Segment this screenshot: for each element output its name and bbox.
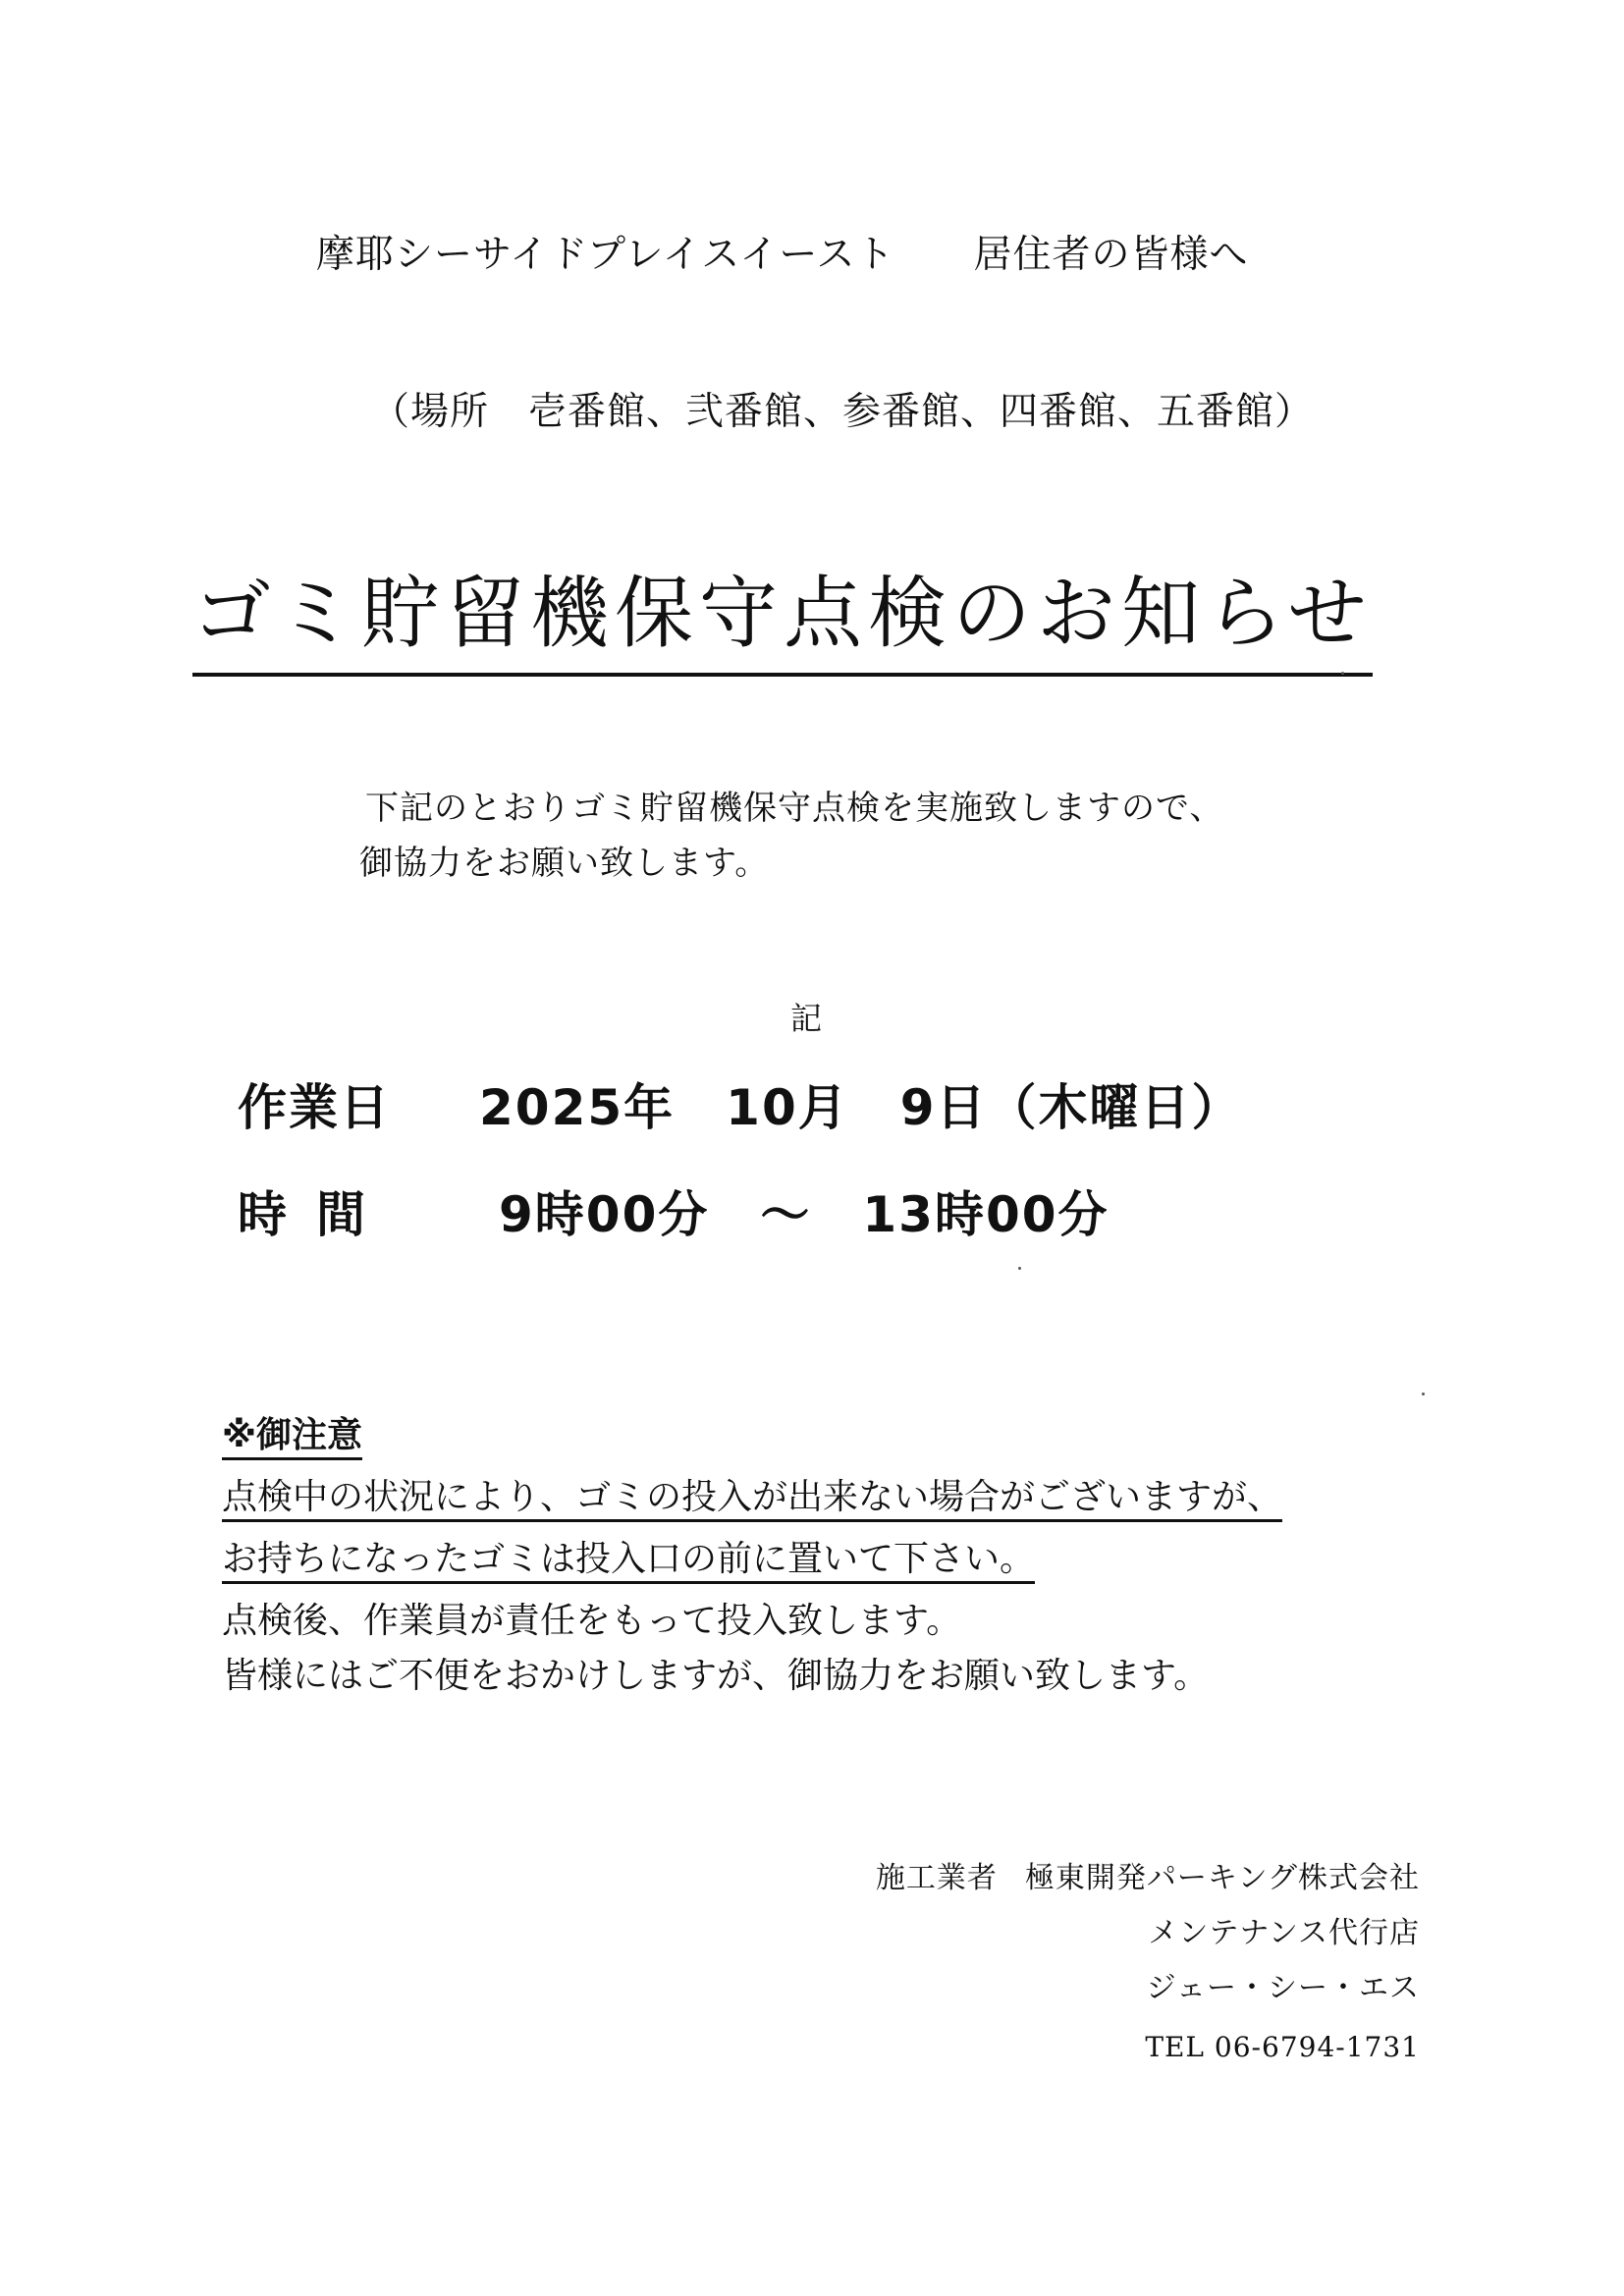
work-time-row [238,1175,1110,1246]
addressee: 居住者の皆様へ [973,233,1249,277]
work-time-label-2: 間 [316,1186,367,1243]
addressee-line [316,224,1249,279]
caution-line-4: 皆様にはご不便をおかけしますが、御協力をお願い致します。 [222,1656,1210,1696]
agency-name: ジェー・シー・エス [1146,1971,1420,2005]
contractor-label: 施工業者 [875,1861,998,1895]
caution-line-2: お持ちになったゴミは投入口の前に置いて下さい。 [222,1538,1035,1584]
caution-heading: ※御注意 [222,1414,362,1460]
caution-line-3: 点検後、作業員が責任をもって投入致します。 [222,1601,962,1641]
caution-line-1: 点検中の状況により、ゴミの投入が出来ない場合がございますが、 [222,1476,1282,1522]
phone-number: TEL 06-6794-1731 [1145,2031,1420,2063]
work-time-value: 9時00分 ～ 13時00分 [499,1186,1110,1243]
intro-line-2: 御協力をお願い致します。 [359,844,770,883]
ki-marker: 記 [790,1000,823,1037]
building-name: 摩耶シーサイドプレイスイースト [316,233,895,277]
intro-paragraph [359,781,1224,891]
work-date-label: 作業日 [238,1079,391,1136]
contractor-line [876,1851,1420,1906]
work-time-label [238,1175,499,1246]
scan-speck [1341,672,1344,675]
notice-title: ゴミ貯留機保守点検のお知らせ [192,550,1373,677]
location-line: （場所 壱番館、弐番館、参番館、四番館、五番館） [371,390,1315,434]
contractor-name: 極東開発パーキング株式会社 [1024,1861,1420,1895]
caution-section [222,1408,1282,1704]
work-date-row [238,1068,1243,1139]
work-time-label-1: 時 [238,1186,289,1243]
scan-speck [1422,1393,1425,1395]
intro-line-1: 下記のとおりゴミ貯留機保守点検を実施致しますので、 [365,789,1224,828]
agency-label: メンテナンス代行店 [1148,1916,1420,1950]
scan-speck [1018,1267,1021,1270]
work-date-value: 2025年 10月 9日（木曜日） [479,1079,1243,1136]
contractor-block [876,1851,1420,2075]
